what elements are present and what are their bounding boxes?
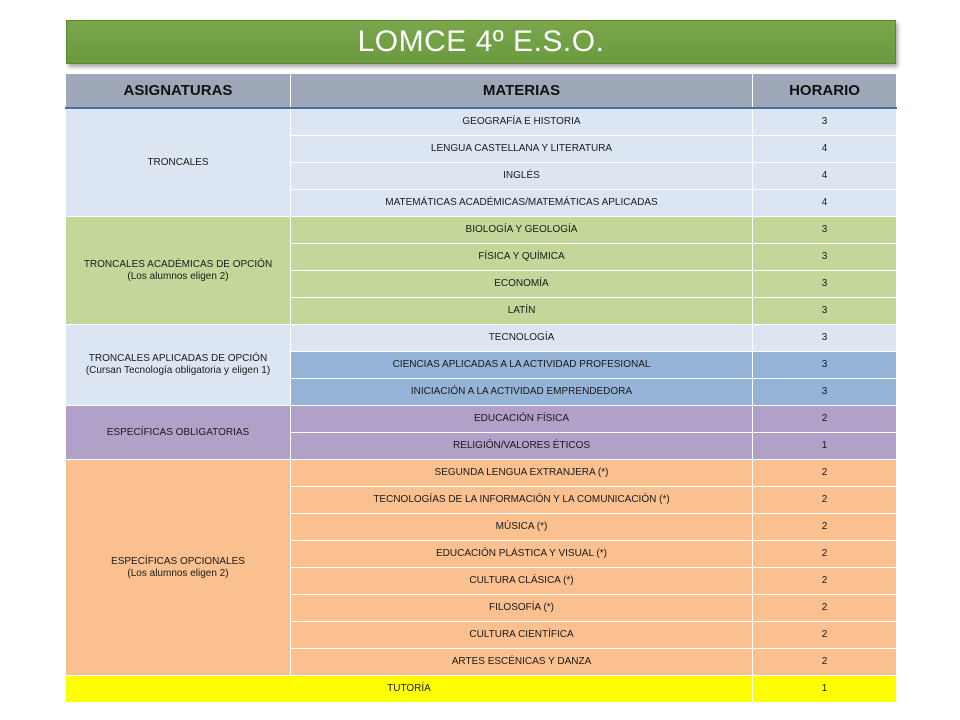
horas-cell: 3 — [753, 271, 897, 298]
horas-cell: 3 — [753, 298, 897, 325]
group-name: TRONCALES — [147, 156, 209, 168]
group-especificas-obligatorias — [66, 406, 291, 460]
materia-cell: BIOLOGÍA Y GEOLOGÍA — [291, 217, 753, 244]
table-row — [66, 460, 897, 487]
horas-cell: 3 — [753, 379, 897, 406]
group-note: (Cursan Tecnología obligatoria y eligen 1) — [85, 365, 271, 376]
group-name: ESPECÍFICAS OPCIONALES — [111, 555, 245, 567]
title-banner — [66, 20, 896, 64]
materia-cell: FILOSOFÍA (*) — [291, 595, 753, 622]
group-name: ESPECÍFICAS OBLIGATORIAS — [106, 426, 250, 438]
group-troncales — [66, 108, 291, 217]
horas-cell: 4 — [753, 190, 897, 217]
materia-cell: CULTURA CIENTÍFICA — [291, 622, 753, 649]
tutoria-horas: 1 — [753, 676, 897, 703]
materia-cell: FÍSICA Y QUÍMICA — [291, 244, 753, 271]
group-note: (Los alumnos eligen 2) — [127, 270, 229, 282]
horas-cell: 3 — [753, 244, 897, 271]
materia-cell: EDUCACIÓN PLÁSTICA Y VISUAL (*) — [291, 541, 753, 568]
materia-cell: CULTURA CLÁSICA (*) — [291, 568, 753, 595]
table-row — [66, 325, 897, 352]
horas-cell: 2 — [753, 622, 897, 649]
horas-cell: 2 — [753, 487, 897, 514]
table-row — [66, 217, 897, 244]
group-name: TRONCALES ACADÉMICAS DE OPCIÓN — [83, 258, 273, 270]
materia-cell: MÚSICA (*) — [291, 514, 753, 541]
header-row — [66, 74, 897, 109]
horas-cell: 2 — [753, 595, 897, 622]
group-especificas-opcionales — [66, 460, 291, 676]
materia-cell: INICIACIÓN A LA ACTIVIDAD EMPRENDEDORA — [291, 379, 753, 406]
header-materias: MATERIAS — [291, 74, 753, 109]
horas-cell: 4 — [753, 163, 897, 190]
group-name: TRONCALES APLICADAS DE OPCIÓN — [88, 353, 268, 364]
materia-cell: EDUCACIÓN FÍSICA — [291, 406, 753, 433]
group-troncales-aplicadas — [66, 325, 291, 406]
materia-cell: GEOGRAFÍA E HISTORIA — [291, 108, 753, 136]
horas-cell: 3 — [753, 325, 897, 352]
horas-cell: 2 — [753, 460, 897, 487]
subjects-table — [65, 73, 897, 703]
table-row — [66, 406, 897, 433]
tutoria-label: TUTORÍA — [66, 676, 753, 703]
horas-cell: 3 — [753, 108, 897, 136]
header-asignaturas: ASIGNATURAS — [66, 74, 291, 109]
materia-cell: MATEMÁTICAS ACADÉMICAS/MATEMÁTICAS APLICADAS — [291, 190, 753, 217]
materia-cell: INGLÉS — [291, 163, 753, 190]
horas-cell: 3 — [753, 352, 897, 379]
table-row — [66, 108, 897, 136]
materia-cell: RELIGIÓN/VALORES ÉTICOS — [291, 433, 753, 460]
horas-cell: 3 — [753, 217, 897, 244]
materia-cell: TECNOLOGÍA — [291, 325, 753, 352]
horas-cell: 2 — [753, 514, 897, 541]
materia-cell: ARTES ESCÉNICAS Y DANZA — [291, 649, 753, 676]
horas-cell: 2 — [753, 406, 897, 433]
horas-cell: 2 — [753, 649, 897, 676]
materia-cell: TECNOLOGÍAS DE LA INFORMACIÓN Y LA COMUNICACIÓN (*) — [291, 487, 753, 514]
materia-cell: ECONOMÍA — [291, 271, 753, 298]
group-note: (Los alumnos eligen 2) — [127, 567, 229, 579]
materia-cell: SEGUNDA LENGUA EXTRANJERA (*) — [291, 460, 753, 487]
materia-cell: CIENCIAS APLICADAS A LA ACTIVIDAD PROFESIONAL — [291, 352, 753, 379]
horas-cell: 2 — [753, 541, 897, 568]
tutoria-row — [66, 676, 897, 703]
page-title: LOMCE 4º E.S.O. — [357, 25, 605, 58]
horas-cell: 1 — [753, 433, 897, 460]
group-troncales-academicas — [66, 217, 291, 325]
materia-cell: LENGUA CASTELLANA Y LITERATURA — [291, 136, 753, 163]
horas-cell: 4 — [753, 136, 897, 163]
materia-cell: LATÍN — [291, 298, 753, 325]
header-horario: HORARIO — [753, 74, 897, 109]
horas-cell: 2 — [753, 568, 897, 595]
